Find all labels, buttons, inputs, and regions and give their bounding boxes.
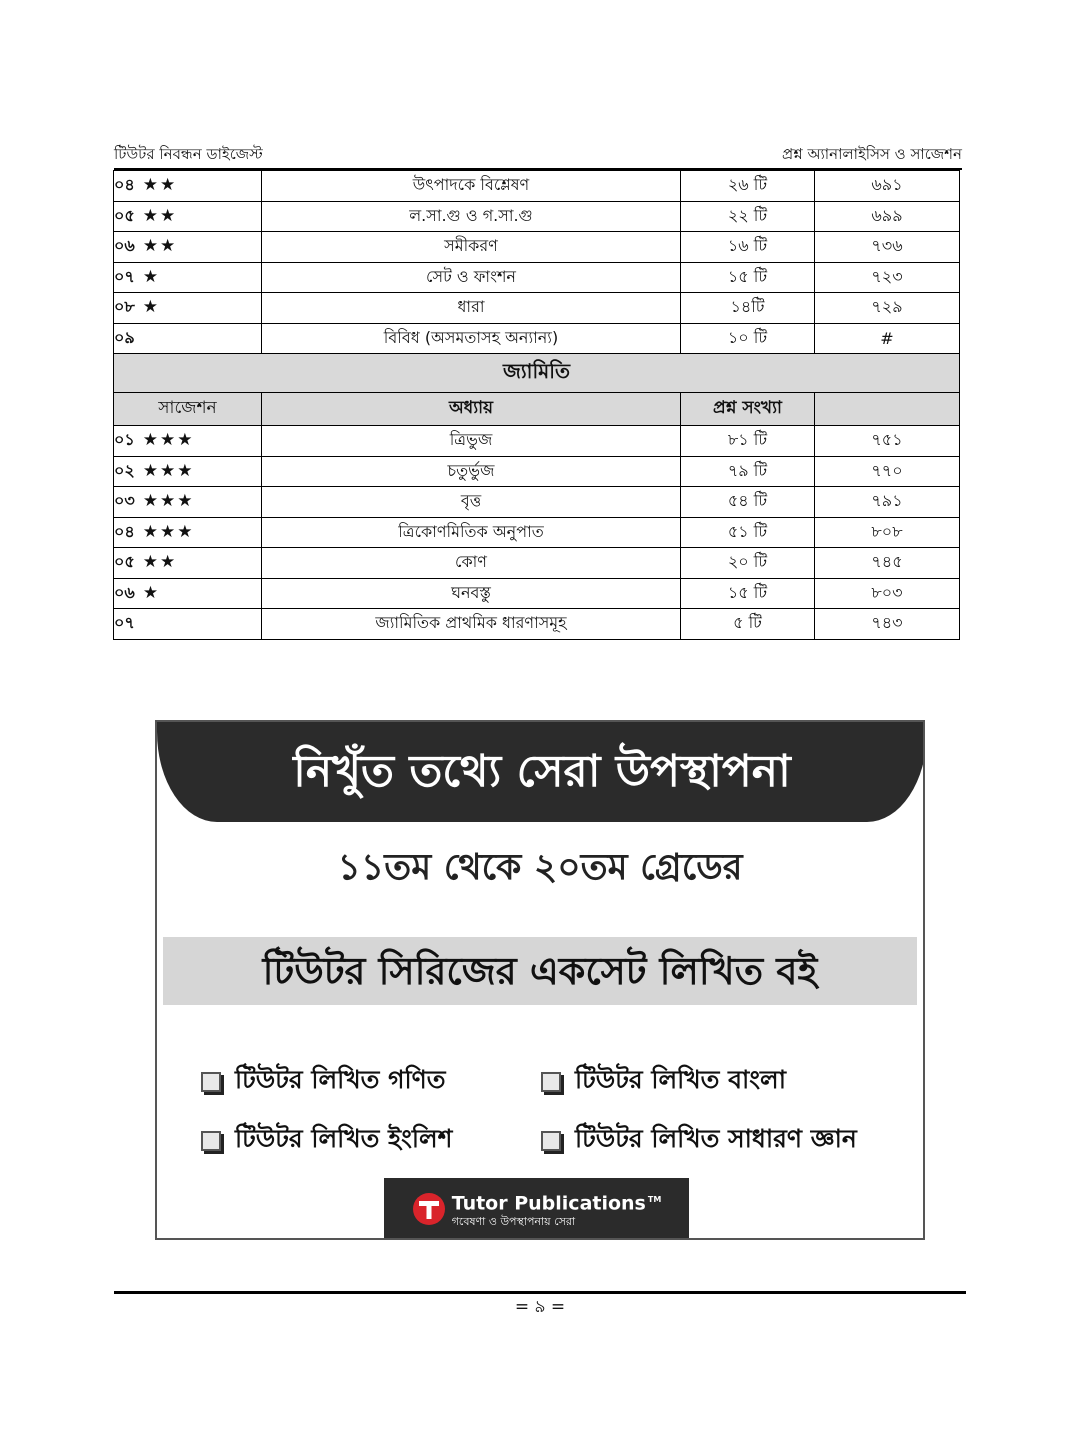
tutor-logo-icon (412, 1192, 446, 1226)
square-bullet-icon (541, 1131, 561, 1151)
star-rating-icon: ★★★ (142, 491, 195, 512)
square-bullet-icon (541, 1072, 561, 1092)
chapter-cell: ল.সা.গু ও গ.সা.গু (262, 201, 681, 232)
suggestion-cell (114, 578, 262, 609)
page-ref-cell: # (815, 323, 960, 354)
table-row (114, 201, 960, 232)
table-row (114, 426, 960, 457)
chapter-cell: ত্রিভুজ (262, 426, 681, 457)
question-count-cell: ৭৯ টি (681, 456, 815, 487)
suggestion-cell (114, 232, 262, 263)
square-bullet-icon (201, 1072, 221, 1092)
page-ref-cell: ৮০৩ (815, 578, 960, 609)
chapter-cell: ত্রিকোণমিতিক অনুপাত (262, 517, 681, 548)
suggestion-cell (114, 609, 262, 640)
col-suggestion: সাজেশন (114, 393, 262, 426)
ad-headline: নিখুঁত তথ্যে সেরা উপস্থাপনা (157, 722, 925, 822)
serial-number: ০৯ (114, 327, 135, 347)
page-ref-cell: ৭৭০ (815, 456, 960, 487)
col-page (815, 393, 960, 426)
suggestion-cell (114, 262, 262, 293)
ad-book-item (541, 1119, 901, 1162)
page-ref-cell: ৭২৩ (815, 262, 960, 293)
table-row (114, 232, 960, 263)
publisher-name: Tutor Publications ™ (451, 1192, 662, 1215)
serial-number: ০৮ (114, 297, 135, 317)
question-count-cell: ১৬ টি (681, 232, 815, 263)
publisher-tagline: গবেষণা ও উপস্থাপনায় সেরা (451, 1214, 576, 1228)
ad-book-label: টিউটর লিখিত ইংলিশ (235, 1124, 453, 1153)
ad-book-label: টিউটর লিখিত বাংলা (575, 1065, 786, 1094)
question-count-cell: ২২ টি (681, 201, 815, 232)
serial-number: ০৩ (114, 491, 135, 511)
serial-number: ০৪ (114, 521, 135, 541)
suggestion-cell (114, 171, 262, 202)
page-ref-cell: ৮০৮ (815, 517, 960, 548)
chapter-cell: কোণ (262, 548, 681, 579)
suggestion-cell (114, 456, 262, 487)
table-row (114, 487, 960, 518)
col-questions: প্রশ্ন সংখ্যা (681, 393, 815, 426)
square-bullet-icon (201, 1131, 221, 1151)
page-ref-cell: ৭৯১ (815, 487, 960, 518)
geometry-section-title: জ্যামিতি (114, 354, 960, 393)
star-rating-icon: ★ (142, 582, 161, 603)
header-section-title: প্রশ্ন অ্যানালাইসিস ও সাজেশন (782, 145, 962, 163)
chapter-cell: সেট ও ফাংশন (262, 262, 681, 293)
suggestion-cell (114, 201, 262, 232)
table-row (114, 517, 960, 548)
chapter-cell: সমীকরণ (262, 232, 681, 263)
serial-number: ০১ (114, 430, 135, 450)
chapter-cell: চতুর্ভুজ (262, 456, 681, 487)
table-row (114, 323, 960, 354)
ad-book-list (201, 1060, 901, 1162)
serial-number: ০৪ (114, 175, 135, 195)
question-count-cell: ৮১ টি (681, 426, 815, 457)
serial-number: ০৫ (114, 205, 135, 225)
page-ref-cell: ৭৫১ (815, 426, 960, 457)
question-count-cell: ৫১ টি (681, 517, 815, 548)
geometry-column-header (114, 393, 960, 426)
question-count-cell: ১০ টি (681, 323, 815, 354)
star-rating-icon: ★ (142, 266, 161, 287)
page-ref-cell: ৭৪৩ (815, 609, 960, 640)
star-rating-icon: ★★ (142, 175, 178, 196)
analysis-table (113, 170, 960, 640)
suggestion-cell (114, 517, 262, 548)
ad-series-band: টিউটর সিরিজের একসেট লিখিত বই (163, 937, 917, 1005)
star-rating-icon: ★ (142, 297, 161, 318)
star-rating-icon: ★★★ (142, 430, 195, 451)
suggestion-cell (114, 293, 262, 324)
suggestion-cell (114, 487, 262, 518)
star-rating-icon: ★★ (142, 205, 178, 226)
page-ref-cell: ৭৩৬ (815, 232, 960, 263)
page-ref-cell: ৭২৯ (815, 293, 960, 324)
ad-book-label: টিউটর লিখিত সাধারণ জ্ঞান (575, 1124, 857, 1153)
publisher-logo-block (384, 1178, 689, 1240)
col-chapter: অধ্যায় (262, 393, 681, 426)
header-book-title: টিউটর নিবন্ধন ডাইজেস্ট (114, 145, 263, 163)
table-row (114, 548, 960, 579)
page-ref-cell: ৬৯৯ (815, 201, 960, 232)
chapter-cell: জ্যামিতিক প্রাথমিক ধারণাসমূহ (262, 609, 681, 640)
question-count-cell: ২৬ টি (681, 171, 815, 202)
question-count-cell: ১৫ টি (681, 578, 815, 609)
suggestion-cell (114, 323, 262, 354)
serial-number: ০৭ (114, 266, 135, 286)
ad-book-item (541, 1060, 901, 1103)
star-rating-icon: ★★ (142, 236, 178, 257)
ad-book-item (201, 1060, 541, 1103)
chapter-cell: বিবিধ (অসমতাসহ অন্যান্য) (262, 323, 681, 354)
trademark-mark: TM (647, 1195, 662, 1205)
table-row (114, 293, 960, 324)
star-rating-icon: ★★★ (142, 521, 195, 542)
suggestion-cell (114, 426, 262, 457)
chapter-cell: ধারা (262, 293, 681, 324)
ad-book-label: টিউটর লিখিত গণিত (235, 1065, 446, 1094)
table-row (114, 262, 960, 293)
page-ref-cell: ৬৯১ (815, 171, 960, 202)
question-count-cell: ৫৪ টি (681, 487, 815, 518)
chapter-cell: উৎপাদকে বিশ্লেষণ (262, 171, 681, 202)
star-rating-icon: ★★ (142, 552, 178, 573)
page-ref-cell: ৭৪৫ (815, 548, 960, 579)
page-number: = ৯ = (514, 1297, 566, 1317)
question-count-cell: ৫ টি (681, 609, 815, 640)
table-row (114, 609, 960, 640)
advertisement (155, 720, 925, 1240)
suggestion-cell (114, 548, 262, 579)
table-row (114, 456, 960, 487)
chapter-cell: বৃত্ত (262, 487, 681, 518)
star-rating-icon: ★★★ (142, 460, 195, 481)
serial-number: ০৬ (114, 582, 135, 602)
ad-book-item (201, 1119, 541, 1162)
geometry-rows (114, 426, 960, 640)
ad-grade-line: ১১তম থেকে ২০তম গ্রেডের (337, 847, 743, 888)
running-header (114, 146, 962, 170)
serial-number: ০৫ (114, 552, 135, 572)
question-count-cell: ২০ টি (681, 548, 815, 579)
geometry-section-row (114, 354, 960, 393)
question-count-cell: ১৫ টি (681, 262, 815, 293)
serial-number: ০৬ (114, 236, 135, 256)
chapter-cell: ঘনবস্তু (262, 578, 681, 609)
table-row (114, 171, 960, 202)
table-row (114, 578, 960, 609)
algebra-rows (114, 171, 960, 354)
question-count-cell: ১৪টি (681, 293, 815, 324)
serial-number: ০২ (114, 460, 135, 480)
serial-number: ০৭ (114, 613, 135, 633)
